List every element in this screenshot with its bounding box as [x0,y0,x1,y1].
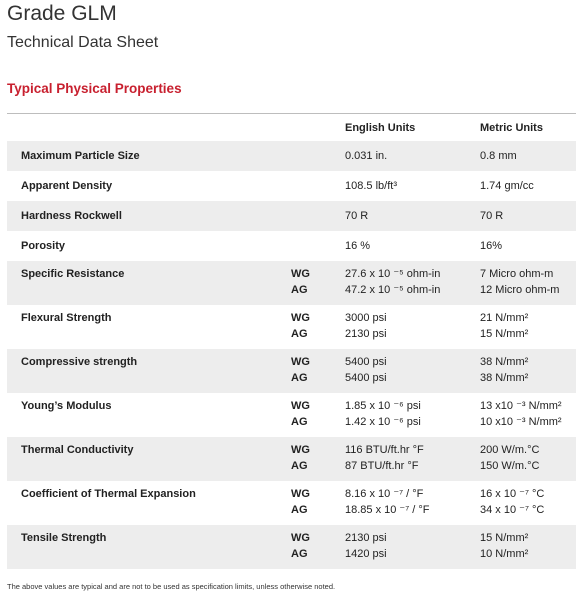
english-value-wg: 27.6 x 10 ⁻⁵ ohm-in [345,268,441,280]
grade-mode-labels [291,530,310,562]
english-value-ag: 2130 psi [345,328,387,340]
table-row [7,231,576,261]
metric-value-ag: 15 N/mm² [480,328,529,340]
english-value-wg: 5400 psi [345,356,387,368]
mode-wg: WG [291,532,310,544]
english-value-ag: 1.42 x 10 ⁻⁶ psi [345,416,421,428]
metric-value-wg: 13 x10 ⁻³ N/mm² [480,400,562,412]
mode-ag: AG [291,416,308,428]
table-row [7,437,576,481]
english-value-wg: 1.85 x 10 ⁻⁶ psi [345,400,421,412]
property-name: Compressive strength [21,356,138,368]
footnote: The above values are typical and are not to be used as specification limits, unless otherwise noted. [7,582,336,591]
metric-value-wg: 200 W/m.°C [480,444,540,456]
grade-mode-labels [291,266,310,298]
english-value-ag: 5400 psi [345,372,387,384]
mode-wg: WG [291,356,310,368]
grade-mode-labels [291,442,310,474]
mode-ag: AG [291,504,308,516]
english-value-ag: 87 BTU/ft.hr °F [345,460,419,472]
table-row [7,201,576,231]
table-row [7,393,576,437]
english-value-ag: 1420 psi [345,548,387,560]
property-name: Flexural Strength [21,312,112,324]
table-header [7,117,576,141]
english-value: 108.5 lb/ft³ [345,180,397,192]
document-subtitle: Technical Data Sheet [7,34,159,51]
metric-value: 1.74 gm/cc [480,180,534,192]
metric-value-ag: 150 W/m.°C [480,460,540,472]
metric-value-ag: 34 x 10 ⁻⁷ °C [480,504,545,516]
section-title: Typical Physical Properties [7,81,182,96]
english-value-ag: 18.85 x 10 ⁻⁷ / °F [345,504,430,516]
metric-value-wg: 7 Micro ohm-m [480,268,554,280]
divider [7,113,576,114]
english-values [345,442,424,474]
metric-values [480,530,528,562]
metric-values [480,442,539,474]
table-row [7,141,576,171]
mode-ag: AG [291,284,308,296]
metric-value: 16% [480,240,503,252]
properties-table [7,117,576,569]
table-row [7,305,576,349]
mode-ag: AG [291,328,308,340]
english-value: 0.031 in. [345,150,388,162]
table-row [7,525,576,569]
english-value-ag: 47.2 x 10 ⁻⁵ ohm-in [345,284,441,296]
metric-values [480,486,544,518]
mode-ag: AG [291,372,308,384]
table-row [7,171,576,201]
english-value-wg: 116 BTU/ft.hr °F [345,444,424,456]
metric-values [480,310,528,342]
grade-mode-labels [291,310,310,342]
mode-wg: WG [291,268,310,280]
table-row [7,261,576,305]
grade-mode-labels [291,354,310,386]
mode-wg: WG [291,400,310,412]
mode-wg: WG [291,488,310,500]
mode-wg: WG [291,312,310,324]
metric-units-header: Metric Units [480,122,543,134]
metric-value-ag: 38 N/mm² [480,372,529,384]
metric-values [480,354,528,386]
property-name: Hardness Rockwell [21,210,122,222]
metric-value-ag: 10 N/mm² [480,548,529,560]
metric-value-ag: 10 x10 ⁻³ N/mm² [480,416,562,428]
english-values [345,266,440,298]
english-value: 16 % [345,240,371,252]
metric-value-wg: 38 N/mm² [480,356,529,368]
metric-value-ag: 12 Micro ohm-m [480,284,560,296]
english-value: 70 R [345,210,369,222]
mode-ag: AG [291,548,308,560]
table-row [7,481,576,525]
english-value-wg: 2130 psi [345,532,387,544]
metric-value-wg: 15 N/mm² [480,532,529,544]
english-values [345,310,387,342]
metric-value-wg: 16 x 10 ⁻⁷ °C [480,488,545,500]
property-name: Young’s Modulus [21,400,112,412]
english-value-wg: 3000 psi [345,312,387,324]
metric-value: 0.8 mm [480,150,517,162]
property-name: Apparent Density [21,180,113,192]
property-name: Maximum Particle Size [21,150,140,162]
property-name: Thermal Conductivity [21,444,134,456]
english-units-header: English Units [345,122,416,134]
table-row [7,349,576,393]
english-value-wg: 8.16 x 10 ⁻⁷ / °F [345,488,424,500]
english-values [345,354,387,386]
mode-ag: AG [291,460,308,472]
document-title: Grade GLM [7,2,117,25]
grade-mode-labels [291,398,310,430]
english-values [345,398,421,430]
mode-wg: WG [291,444,310,456]
property-name: Tensile Strength [21,532,107,544]
metric-values [480,266,559,298]
grade-mode-labels [291,486,310,518]
english-values [345,530,387,562]
metric-value: 70 R [480,210,504,222]
property-name: Specific Resistance [21,268,125,280]
property-name: Coefficient of Thermal Expansion [21,488,196,500]
english-values [345,486,430,518]
metric-values [480,398,562,430]
metric-value-wg: 21 N/mm² [480,312,529,324]
property-name: Porosity [21,240,66,252]
